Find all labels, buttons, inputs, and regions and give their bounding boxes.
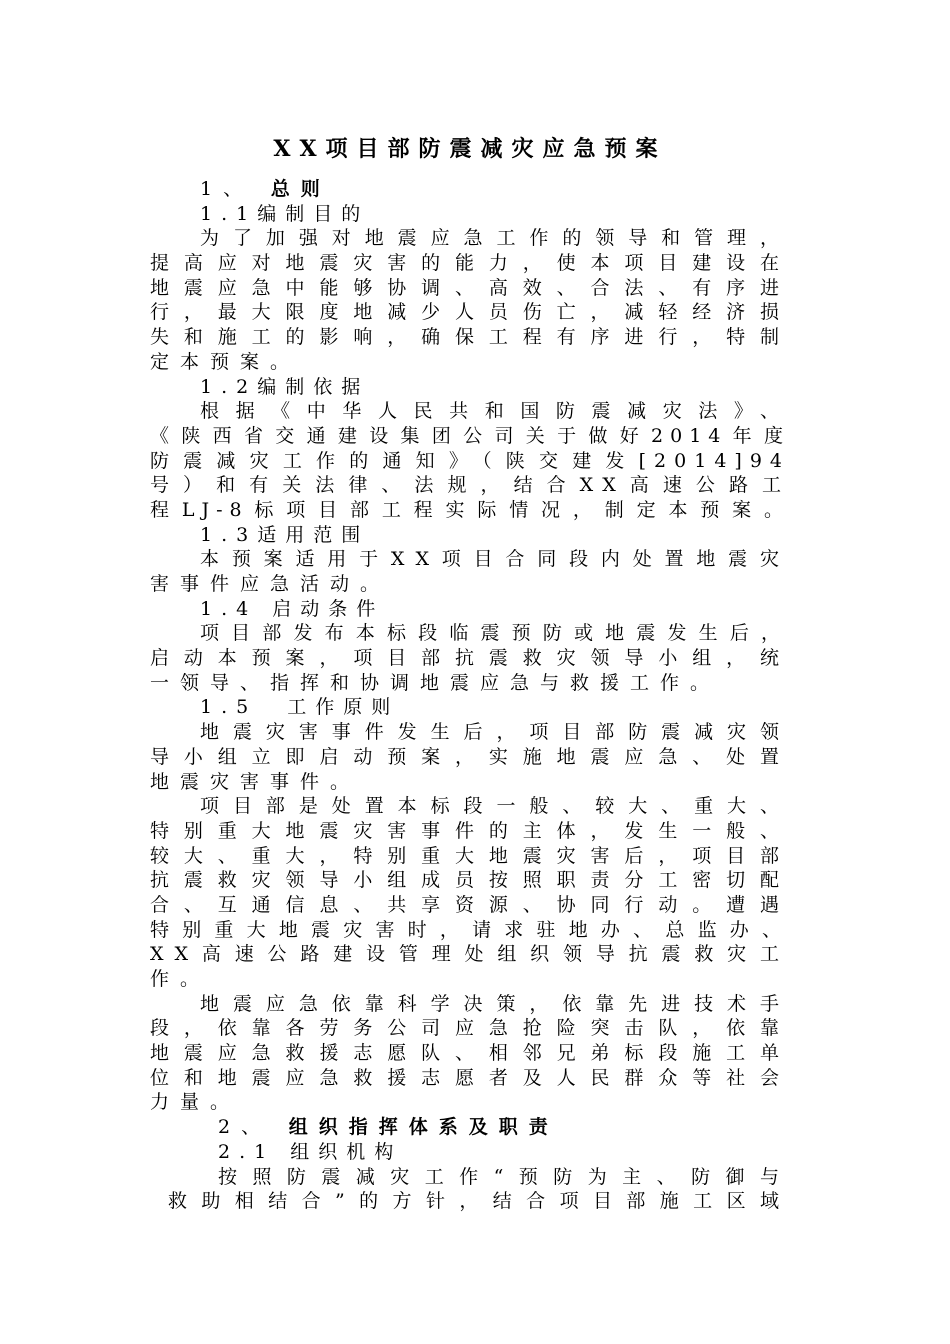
paragraph-line: 号）和有关法律、法规，结合XX高速公路工 [150,474,790,497]
paragraph-line: 救助相结合”的方针，结合项目部施工区域 [168,1190,790,1213]
subsection-heading-1-2: 1.2编制依据 [200,375,370,398]
paragraph-line: 一领导、指挥和协调地震应急与救援工作。 [150,671,721,694]
paragraph-line: 失和施工的影响，确保工程有序进行，特制 [150,326,790,349]
paragraph-line: XX高速公路建设管理处组织领导抗震救灾工 [150,943,790,966]
section-heading-2 [150,1115,790,1140]
paragraph-line: 段，依靠各劳务公司应急抢险突击队，依靠 [150,1017,790,1040]
paragraph-line: 地震应急救援志愿队、相邻兄弟标段施工单 [150,1042,790,1065]
paragraph-line: 地震灾害事件发生后，项目部防震减灾领 [200,721,790,744]
paragraph-line: 本预案适用于XX项目合同段内处置地震灾 [200,548,790,571]
paragraph-line: 启动本预案，项目部抗震救灾领导小组，统 [150,647,790,670]
paragraph-line: 地震灾害事件。 [150,770,361,793]
subsection-heading-1-5: 1.5 工作原则 [200,696,400,719]
paragraph-line: 作。 [150,968,211,990]
paragraph-line: 防震减灾工作的通知》（陕交建发[2014]94 [150,449,790,472]
section-heading-1 [150,177,790,202]
paragraph-line: 特别重大地震灾害事件的主体，发生一般、 [150,819,790,842]
paragraph-line: 定本预案。 [150,350,301,373]
paragraph-line: 合、互通信息、共享资源、协同行动。遭遇 [150,893,790,916]
paragraph-line: 程LJ-8标项目部工程实际情况，制定本预案。 [150,498,790,521]
paragraph-line: 害事件应急活动。 [150,573,391,595]
paragraph-line: 特别重大地震灾害时，请求驻地办、总监办、 [150,918,790,941]
paragraph-line: 按照防震减灾工作“预防为主、防御与 [218,1165,790,1188]
paragraph-line: 导小组立即启动预案，实施地震应急、处置 [150,745,790,768]
section-title: 总则 [270,178,331,200]
paragraph-line: 力量。 [150,1091,241,1114]
subsection-heading-2-1: 2.1 组织机构 [218,1140,403,1163]
subsection-heading-1-4: 1.4 启动条件 [200,597,385,620]
paragraph-line: 地震应急依靠科学决策，依靠先进技术手 [200,992,790,1015]
section-title: 组织指挥体系及职责 [288,1116,559,1139]
paragraph-line: 提高应对地震灾害的能力，使本项目建设在 [150,252,790,275]
paragraph-line: 位和地震应急救援志愿者及人民群众等社会 [150,1066,790,1089]
paragraph-line: 抗震救灾领导小组成员按照职责分工密切配 [150,869,790,892]
page-title: XX项目部防震减灾应急预案 [273,136,667,162]
paragraph-line: 《陕西省交通建设集团公司关于做好2014年度 [150,424,790,447]
paragraph-line: 地震应急中能够协调、高效、合法、有序进 [150,276,790,299]
subsection-heading-1-3: 1.3适用范围 [200,523,370,546]
document-page [150,130,790,1214]
paragraph-line: 为了加强对地震应急工作的领导和管理， [200,227,790,250]
paragraph-line: 根据《中华人民共和国防震减灾法》、 [200,400,790,423]
section-number: 1、 [200,178,254,200]
paragraph-line: 较大、重大，特别重大地震灾害后，项目部 [150,844,790,867]
paragraph-line: 项目部是处置本标段一般、较大、重大、 [200,795,790,818]
paragraph-line: 项目部发布本标段临震预防或地震发生后， [200,622,790,645]
paragraph-line: 行，最大限度地减少人员伤亡，减轻经济损 [150,301,790,324]
section-number: 2、 [218,1116,272,1139]
subsection-heading-1-1: 1.1编制目的 [200,202,370,225]
